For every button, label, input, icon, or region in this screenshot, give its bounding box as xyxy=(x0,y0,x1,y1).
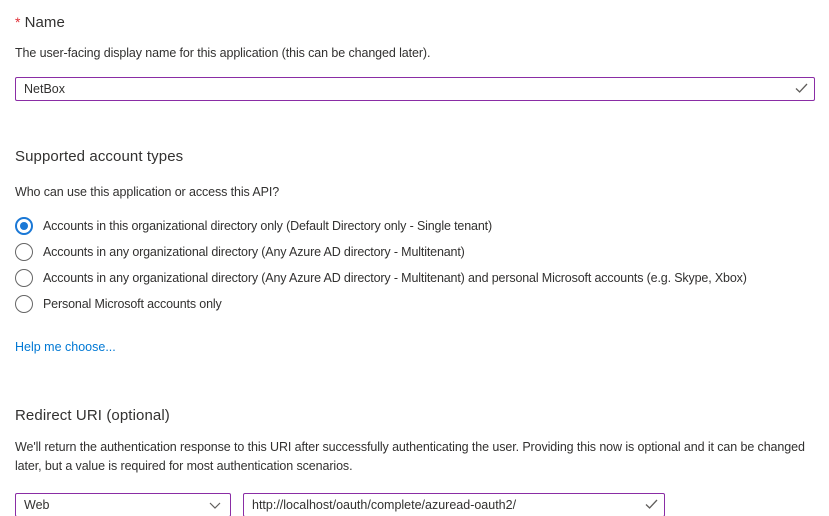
platform-selected-value: Web xyxy=(24,498,50,512)
redirect-uri-section xyxy=(15,405,815,516)
account-types-question: Who can use this application or access this API? xyxy=(15,185,280,199)
redirect-uri-title: Redirect URI (optional) xyxy=(15,407,170,424)
redirect-uri-description: We'll return the authentication response to this URI after successfully authenticating the user. Providing this now is optional and it can be changed later, but a value is required for most authentication scenarios. xyxy=(15,440,805,473)
radio-option-label: Personal Microsoft accounts only xyxy=(43,297,222,311)
name-input[interactable] xyxy=(15,77,815,101)
name-description: The user-facing display name for this application (this can be changed later). xyxy=(15,46,431,60)
radio-option-label: Accounts in any organizational directory (Any Azure AD directory - Multitenant) and personal Microsoft accounts (e.g. Skype, Xbox) xyxy=(43,271,747,285)
redirect-uri-input-wrap xyxy=(243,493,665,516)
help-me-choose-link[interactable]: Help me choose... xyxy=(15,340,116,354)
account-types-title: Supported account types xyxy=(15,148,184,165)
name-section xyxy=(15,12,815,101)
name-section-title xyxy=(15,12,815,33)
radio-button-icon[interactable] xyxy=(15,217,33,235)
name-input-wrap xyxy=(15,77,815,101)
radio-option-multitenant[interactable] xyxy=(15,239,815,265)
radio-option-single-tenant[interactable] xyxy=(15,213,815,239)
radio-button-icon[interactable] xyxy=(15,269,33,287)
radio-button-icon[interactable] xyxy=(15,295,33,313)
radio-option-personal-only[interactable] xyxy=(15,291,815,317)
name-title-text: Name xyxy=(24,14,65,31)
account-type-radio-group xyxy=(15,213,815,317)
platform-select-dropdown[interactable] xyxy=(15,493,231,516)
redirect-uri-controls xyxy=(15,493,815,516)
required-asterisk: * xyxy=(15,14,21,30)
radio-button-icon[interactable] xyxy=(15,243,33,261)
radio-option-multitenant-personal[interactable] xyxy=(15,265,815,291)
radio-option-label: Accounts in any organizational directory (Any Azure AD directory - Multitenant) xyxy=(43,245,465,259)
chevron-down-icon xyxy=(209,502,221,509)
redirect-uri-input[interactable] xyxy=(243,493,665,516)
radio-option-label: Accounts in this organizational directory only (Default Directory only - Single tenant) xyxy=(43,219,492,233)
supported-account-types-section xyxy=(15,146,815,356)
